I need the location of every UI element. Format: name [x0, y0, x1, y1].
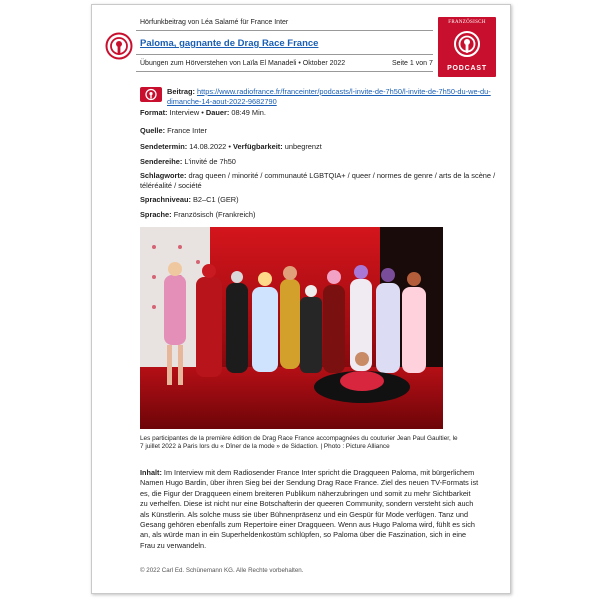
- page-number: Seite 1 von 7: [392, 60, 433, 67]
- document-page: [91, 4, 511, 594]
- copyright-footer: © 2022 Carl Ed. Schünemann KG. Alle Rechte vorbehalten.: [140, 567, 304, 574]
- format-value: Interview: [169, 108, 200, 117]
- schlagworte-label: Schlagworte:: [140, 171, 187, 180]
- verfuegbarkeit-value: unbegrenzt: [284, 142, 322, 151]
- format-label: Format:: [140, 108, 168, 117]
- sprache-label: Sprache:: [140, 210, 172, 219]
- badge-language: FRANZÖSISCH: [448, 20, 486, 25]
- sendereihe-line: [140, 157, 500, 167]
- beitrag-link[interactable]: https://www.radiofrance.fr/franceinter/podcasts/l-invite-de-7h50/l-invite-de-7h50-du-we-du-dimanche-14-aout-2022-9682790: [167, 87, 491, 106]
- broadcast-glyph-icon: [140, 87, 162, 102]
- dauer-label: Dauer:: [205, 108, 230, 117]
- quelle-line: [140, 126, 500, 136]
- sprache-value: Französisch (Frankreich): [173, 210, 256, 219]
- podcast-icon: [105, 32, 133, 60]
- sprachniveau-label: Sprachniveau:: [140, 195, 191, 204]
- sendetermin-line: [140, 142, 500, 152]
- sprachniveau-value: B2–C1 (GER): [193, 195, 239, 204]
- sendetermin-label: Sendetermin:: [140, 142, 188, 151]
- dauer-value: 08:49 Min.: [231, 108, 266, 117]
- verfuegbarkeit-label: Verfügbarkeit:: [233, 142, 283, 151]
- quelle-label: Quelle:: [140, 126, 166, 135]
- schlagworte-line: [140, 171, 500, 190]
- sprachniveau-line: [140, 195, 500, 205]
- divider: [136, 54, 433, 55]
- sendereihe-label: Sendereihe:: [140, 157, 183, 166]
- inhalt-paragraph: [140, 468, 480, 551]
- beitrag-line: [167, 87, 497, 106]
- document-subtitle: Übungen zum Hörverstehen von Laïla El Manadeli • Oktober 2022: [140, 60, 346, 67]
- beitrag-label: Beitrag:: [167, 87, 195, 96]
- broadcast-icon: [140, 87, 162, 102]
- inhalt-text: Im Interview mit dem Radiosender France Inter spricht die Dragqueen Paloma, mit bürgerlichem Namen Hugo Bardin, über ihren Sieg bei der Sendung Drag Race France. Ziel des neuen TV-Formats ist es, die Figur der Dragqueen einem breiteren Publikum näherzubringen und somit zu mehr Sichtbarkeit zu verhelfen. Diese ist nicht nur eine Botschafterin der queeren Community, sondern versteht sich auch als Künstlerin. Als solche muss sie über Bühnenpräsenz und ein Gespür für Mode verfügen. Tanz und Gesang gehören ebenfalls zum Repertoire einer Dragqueen. Wenn aus Hugo Paloma wird, fühlt es sich an, als würde man in ein Superheldenkostüm schlüpfen, so Paloma über die Faszination, sich in eine Frau zu verwandeln.: [140, 468, 479, 550]
- document-title[interactable]: Paloma, gagnante de Drag Race France: [140, 38, 319, 49]
- divider: [136, 71, 433, 72]
- bullet-separator: •: [201, 108, 206, 117]
- format-line: [140, 108, 500, 118]
- podcast-badge-icon: [453, 30, 481, 58]
- sprache-line: [140, 210, 500, 220]
- sendetermin-value: 14.08.2022: [189, 142, 227, 151]
- divider: [136, 30, 433, 31]
- podcast-badge: [438, 17, 496, 77]
- sendereihe-value: L'invité de 7h50: [184, 157, 236, 166]
- event-photo: [140, 227, 443, 429]
- quelle-value: France Inter: [167, 126, 207, 135]
- inhalt-label: Inhalt:: [140, 468, 162, 477]
- schlagworte-value: drag queen / minorité / communauté LGBTQIA+ / queer / normes de genre / arts de la scène / téléréalité / société: [140, 171, 496, 190]
- bullet-separator: •: [228, 142, 234, 151]
- header-top-line: Hörfunkbeitrag von Léa Salamé für France Inter: [140, 19, 289, 26]
- photo-caption: Les participantes de la première édition de Drag Race France accompagnées du couturier Jean Paul Gaultier, le 7 juillet 2022 à Paris lors du « Dîner de la mode » de Sidaction. | Photo : Picture Alliance: [140, 435, 458, 451]
- badge-label: PODCAST: [447, 65, 487, 72]
